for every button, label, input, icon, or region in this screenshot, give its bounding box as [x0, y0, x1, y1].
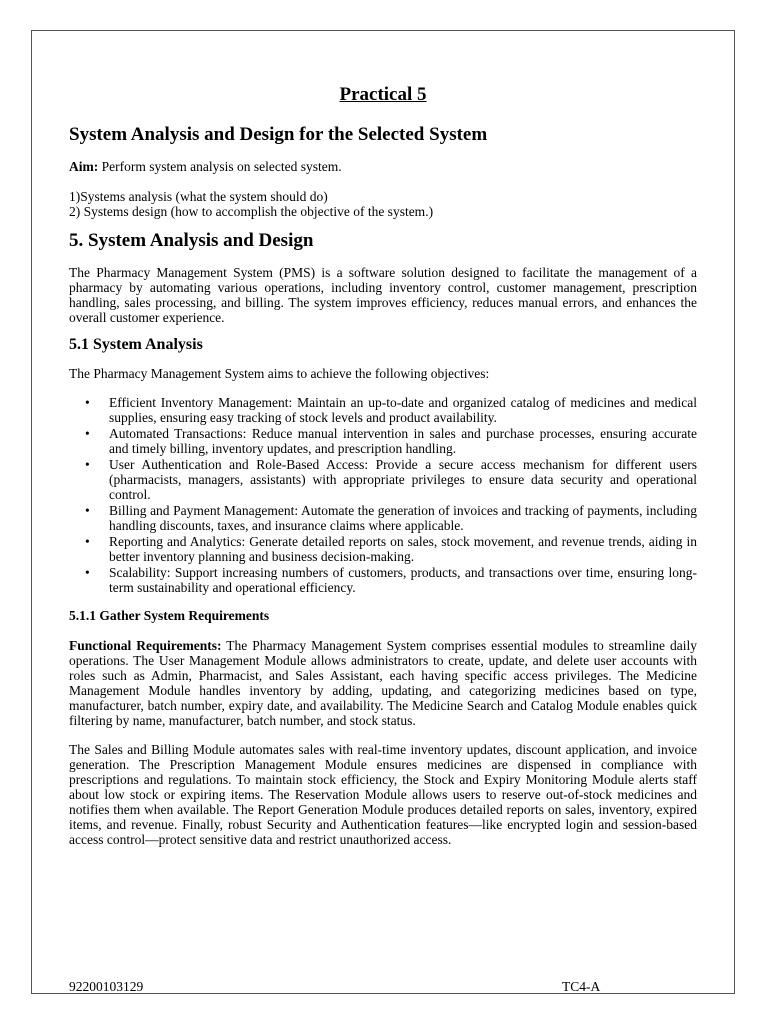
steps-list: [69, 189, 697, 219]
aim-line: [69, 159, 697, 174]
aim-label: Aim:: [69, 159, 99, 174]
objectives-lead: The Pharmacy Management System aims to achieve the following objectives:: [69, 366, 490, 381]
bullet-icon: •: [85, 503, 90, 518]
requirements-heading: 5.1.1 Gather System Requirements: [69, 608, 270, 623]
functional-paragraph: [69, 638, 697, 728]
objective-item: [69, 457, 697, 502]
bullet-icon: •: [85, 565, 90, 580]
footer-class-code: TC4-A: [562, 979, 601, 994]
aim-text: Perform system analysis on selected system.: [98, 159, 342, 174]
objective-text: Billing and Payment Management: Automate the generation of invoices and tracking of payments, including handling discounts, taxes, and insurance claims where applicable.: [109, 503, 697, 533]
objective-text: Scalability: Support increasing numbers of customers, products, and transactions over time, ensuring long-term sustainability and operational efficiency.: [109, 565, 697, 595]
step-item: 2) Systems design (how to accomplish the objective of the system.): [69, 204, 434, 219]
section-heading: 5. System Analysis and Design: [69, 230, 314, 251]
bullet-icon: •: [85, 426, 90, 441]
document-content: [69, 84, 697, 847]
functional-label: Functional Requirements:: [69, 638, 222, 653]
practical-title: Practical 5: [339, 84, 427, 105]
objective-item: [69, 426, 697, 456]
bullet-icon: •: [85, 534, 90, 549]
objective-text: Automated Transactions: Reduce manual intervention in sales and purchase processes, ensuring accurate and timely billing, inventory updates, and prescription handling.: [109, 426, 697, 456]
objective-item: [69, 503, 697, 533]
objective-item: [69, 395, 697, 425]
footer-enrollment-number: 92200103129: [69, 979, 144, 994]
analysis-heading: 5.1 System Analysis: [69, 336, 203, 353]
objective-text: User Authentication and Role-Based Access: Provide a secure access mechanism for different users (pharmacists, managers, assistants) with appropriate privileges to ensure data security and operational control.: [109, 457, 697, 502]
objective-item: [69, 534, 697, 564]
objective-text: Reporting and Analytics: Generate detailed reports on sales, stock movement, and revenue trends, aiding in better inventory planning and business decision-making.: [109, 534, 697, 564]
intro-paragraph: The Pharmacy Management System (PMS) is a software solution designed to facilitate the management of a pharmacy by automating various operations, including inventory control, customer management, prescription handling, sales processing, and billing. The system improves efficiency, reduces manual errors, and enhances the overall customer experience.: [69, 265, 697, 325]
functional-text: The Pharmacy Management System comprises essential modules to streamline daily operations. The User Management Module allows administrators to create, update, and delete user accounts with roles such as Admin, Pharmacist, and Sales Assistant, each having specific access privileges. The Medicine Management Module handles inventory by adding, updating, and categorizing medicines based on type, manufacturer, batch number, expiry date, and availability. The Medicine Search and Catalog Module enables quick filtering by name, manufacturer, batch number, and stock status.: [69, 638, 697, 728]
bullet-icon: •: [85, 457, 90, 472]
main-heading: System Analysis and Design for the Selected System: [69, 124, 488, 145]
objectives-list: [69, 395, 697, 595]
sales-paragraph: The Sales and Billing Module automates sales with real-time inventory updates, discount application, and invoice generation. The Prescription Management Module ensures medicines are dispensed in compliance with prescriptions and regulations. To maintain stock efficiency, the Stock and Expiry Monitoring Module alerts staff about low stock or expiring items. The Reservation Module allows users to reserve out-of-stock medicines and notifies them when available. The Report Generation Module produces detailed reports on sales, inventory, expired items, and revenue. Finally, robust Security and Authentication features—like encrypted login and session-based access control—protect sensitive data and restrict unauthorized access.: [69, 742, 697, 847]
objective-item: [69, 565, 697, 595]
step-item: 1)Systems analysis (what the system should do): [69, 189, 328, 204]
objective-text: Efficient Inventory Management: Maintain an up-to-date and organized catalog of medicines and medical supplies, ensuring easy tracking of stock levels and product availability.: [109, 395, 697, 425]
bullet-icon: •: [85, 395, 90, 410]
